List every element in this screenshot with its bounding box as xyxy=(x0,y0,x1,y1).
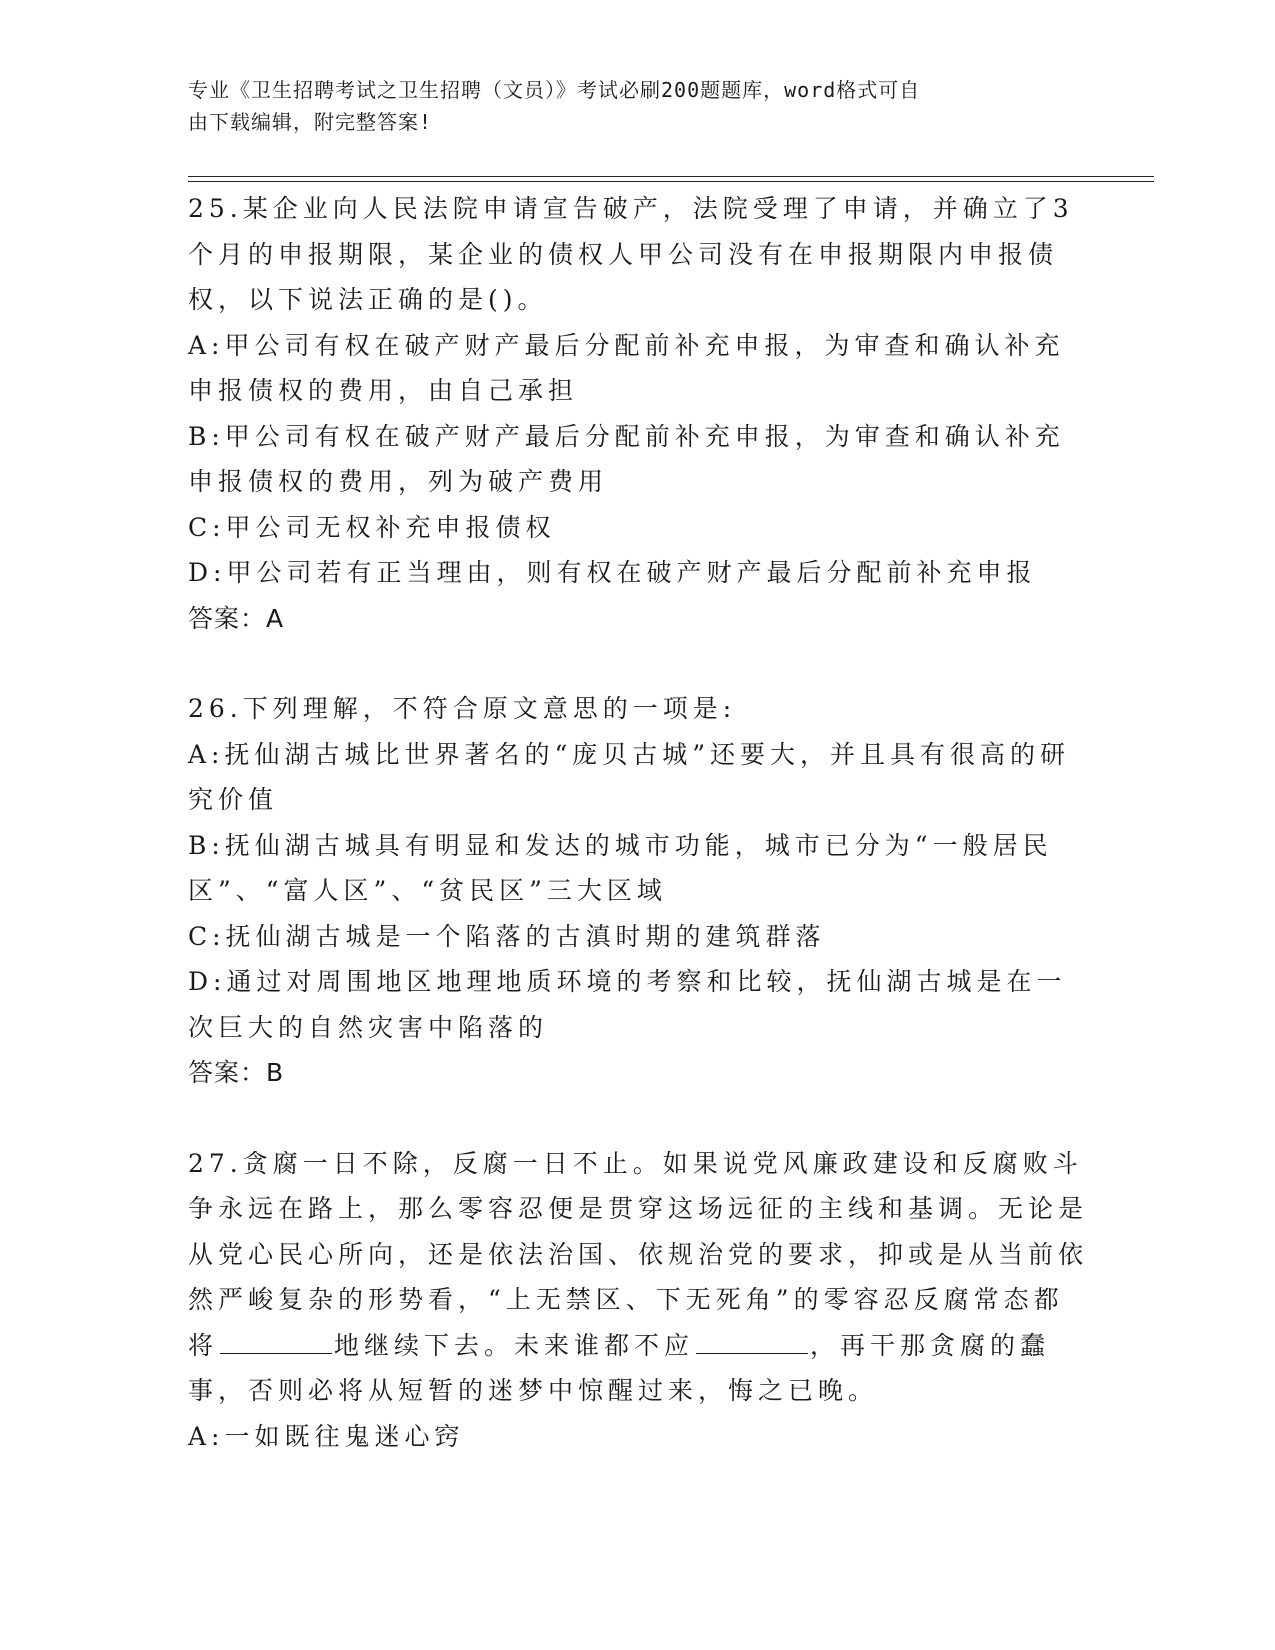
document-header xyxy=(188,74,1068,138)
option-a: A:抚仙湖古城比世界著名的“庞贝古城”还要大，并且具有很高的研究价值 xyxy=(188,739,1071,814)
option-b: B:甲公司有权在破产财产最后分配前补充申报，为审查和确认补充申报债权的费用，列为破产费用 xyxy=(188,421,1065,496)
option-c: C:甲公司无权补充申报债权 xyxy=(188,512,556,542)
header-line-1: 专业《卫生招聘考试之卫生招聘（文员）》考试必刷200题题库，word格式可自 xyxy=(188,78,921,102)
fill-blank-2 xyxy=(696,1329,808,1354)
answer-label: 答案：B xyxy=(188,1058,285,1087)
option-d: D:甲公司若有正当理由，则有权在破产财产最后分配前补充申报 xyxy=(188,558,1037,587)
question-list xyxy=(188,186,1088,1504)
question-stem-part-2: 地继续下去。未来谁都不应 xyxy=(334,1330,695,1360)
option-d: D:通过对周围地区地理地质环境的考察和比较，抚仙湖古城是在一次巨大的自然灾害中陷落的 xyxy=(188,967,1067,1042)
option-a: A:甲公司有权在破产财产最后分配前补充申报，为审查和确认补充申报债权的费用，由自己承担 xyxy=(188,330,1065,405)
option-a: A:一如既往鬼迷心窍 xyxy=(188,1421,465,1451)
fill-blank-1 xyxy=(220,1329,332,1354)
answer-label: 答案：A xyxy=(188,603,285,633)
question-26 xyxy=(188,686,1088,1096)
header-divider-top xyxy=(188,176,1154,177)
header-line-2: 由下载编辑，附完整答案! xyxy=(188,110,433,134)
question-stem: 26.下列理解，不符合原文意思的一项是: xyxy=(188,694,737,723)
header-divider-bottom xyxy=(188,181,1154,182)
option-c: C:抚仙湖古城是一个陷落的古滇时期的建筑群落 xyxy=(188,921,826,951)
question-stem xyxy=(188,1141,1088,1414)
question-25 xyxy=(188,186,1088,641)
question-stem-part-1: 27.贪腐一日不除，反腐一日不止。如果说党风廉政建设和反腐败斗争永远在路上，那么零容忍便是贯穿这场远征的主线和基调。无论是从党心民心所向，还是依法治国、依规治党的要求，抑或是从当前依然严峻复杂的形势看，“上无禁区、下无死角”的零容忍反腐常态都将 xyxy=(188,1148,1089,1360)
question-stem-part-3: ，再干那贪腐的蠢事，否则必将从短暂的迷梦中惊醒过来，悔之已晚。 xyxy=(188,1330,1051,1405)
question-27 xyxy=(188,1141,1088,1460)
question-stem: 25.某企业向人民法院申请宣告破产，法院受理了申请，并确立了3个月的申报期限，某企业的债权人甲公司没有在申报期限内申报债权，以下说法正确的是()。 xyxy=(188,194,1074,314)
option-b: B:抚仙湖古城具有明显和发达的城市功能，城市已分为“一般居民区”、“富人区”、“贫民区”三大区域 xyxy=(188,830,1053,905)
